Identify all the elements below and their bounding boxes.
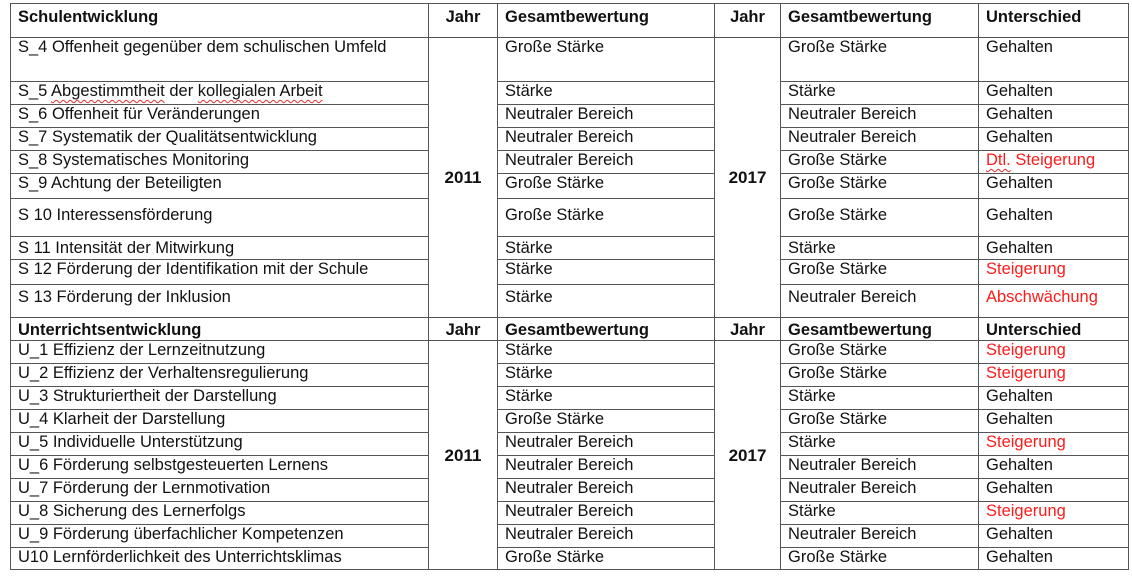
table-row	[11, 174, 1129, 199]
col-unterschied: Unterschied	[979, 318, 1129, 341]
schul-header-row	[11, 4, 1129, 38]
difference-cell: Steigerung	[979, 364, 1129, 387]
rating-2011-cell: Neutraler Bereich	[498, 479, 715, 502]
criterion-cell: S_6 Offenheit für Veränderungen	[11, 105, 429, 128]
criterion-cell: S_9 Achtung der Beteiligten	[11, 174, 429, 199]
rating-2017-cell: Große Stärke	[781, 38, 979, 82]
criterion-cell: U_8 Sicherung des Lernerfolgs	[11, 502, 429, 525]
table-row	[11, 502, 1129, 525]
rating-2011-cell: Stärke	[498, 285, 715, 318]
table-row	[11, 82, 1129, 105]
difference-cell: Gehalten	[979, 82, 1129, 105]
table-row	[11, 364, 1129, 387]
difference-rest: Steigerung	[1010, 151, 1096, 169]
difference-cell: Gehalten	[979, 128, 1129, 151]
table-row	[11, 128, 1129, 151]
rating-2011-cell: Neutraler Bereich	[498, 128, 715, 151]
rating-2017-cell: Große Stärke	[781, 548, 979, 570]
criterion-cell: S_7 Systematik der Qualitätsentwicklung	[11, 128, 429, 151]
difference-cell	[979, 151, 1129, 174]
table-row	[11, 387, 1129, 410]
col-unterschied: Unterschied	[979, 4, 1129, 38]
criterion-cell: S_8 Systematisches Monitoring	[11, 151, 429, 174]
table-row	[11, 199, 1129, 237]
rating-2017-cell: Neutraler Bereich	[781, 105, 979, 128]
rating-2011-cell: Neutraler Bereich	[498, 525, 715, 548]
table-row	[11, 456, 1129, 479]
rating-2011-cell: Große Stärke	[498, 548, 715, 570]
table-row	[11, 548, 1129, 570]
difference-cell: Abschwächung	[979, 285, 1129, 318]
difference-cell: Gehalten	[979, 387, 1129, 410]
criterion-prefix: S_5	[18, 82, 52, 100]
rating-2011-cell: Stärke	[498, 237, 715, 260]
table-row	[11, 341, 1129, 364]
rating-2017-cell: Große Stärke	[781, 341, 979, 364]
criterion-cell: U_6 Förderung selbstgesteuerten Lernens	[11, 456, 429, 479]
table-row	[11, 151, 1129, 174]
rating-2017-cell: Stärke	[781, 237, 979, 260]
rating-2011-cell: Neutraler Bereich	[498, 433, 715, 456]
year-2017-schul: 2017	[715, 38, 781, 318]
rating-2011-cell: Große Stärke	[498, 410, 715, 433]
criterion-cell: U_9 Förderung überfachlicher Kompetenzen	[11, 525, 429, 548]
criterion-cell: U_7 Förderung der Lernmotivation	[11, 479, 429, 502]
table-row	[11, 38, 1129, 82]
rating-2011-cell: Stärke	[498, 341, 715, 364]
rating-2017-cell: Neutraler Bereich	[781, 128, 979, 151]
criterion-cell: S 13 Förderung der Inklusion	[11, 285, 429, 318]
rating-2011-cell: Große Stärke	[498, 199, 715, 237]
spellcheck-word: Abgestimmtheit	[51, 82, 165, 100]
difference-cell: Gehalten	[979, 456, 1129, 479]
col-gesamtbewertung-1: Gesamtbewertung	[498, 318, 715, 341]
rating-2017-cell: Stärke	[781, 502, 979, 525]
difference-cell: Gehalten	[979, 199, 1129, 237]
rating-2017-cell: Stärke	[781, 387, 979, 410]
year-2011-unterricht: 2011	[429, 341, 498, 570]
rating-2017-cell: Große Stärke	[781, 260, 979, 285]
table-row	[11, 410, 1129, 433]
table-row	[11, 285, 1129, 318]
rating-2011-cell: Stärke	[498, 364, 715, 387]
rating-2011-cell: Große Stärke	[498, 38, 715, 82]
difference-cell: Gehalten	[979, 479, 1129, 502]
rating-2017-cell: Stärke	[781, 433, 979, 456]
difference-cell: Gehalten	[979, 237, 1129, 260]
rating-2017-cell: Große Stärke	[781, 364, 979, 387]
difference-cell: Gehalten	[979, 174, 1129, 199]
rating-2017-cell: Neutraler Bereich	[781, 456, 979, 479]
schul-section-title: Schulentwicklung	[11, 4, 429, 38]
spellcheck-word: kollegialen Arbeit	[197, 82, 323, 100]
table-row	[11, 237, 1129, 260]
rating-2017-cell: Große Stärke	[781, 151, 979, 174]
table-row	[11, 105, 1129, 128]
criterion-cell: S 10 Interessensförderung	[11, 199, 429, 237]
difference-cell: Steigerung	[979, 502, 1129, 525]
col-jahr-1: Jahr	[429, 4, 498, 38]
difference-cell: Gehalten	[979, 525, 1129, 548]
rating-2017-cell: Neutraler Bereich	[781, 479, 979, 502]
criterion-cell: S 11 Intensität der Mitwirkung	[11, 237, 429, 260]
rating-2011-cell: Neutraler Bereich	[498, 456, 715, 479]
year-2011-schul: 2011	[429, 38, 498, 318]
year-2017-unterricht: 2017	[715, 341, 781, 570]
rating-2017-cell: Große Stärke	[781, 174, 979, 199]
difference-cell: Gehalten	[979, 548, 1129, 570]
col-gesamtbewertung-1: Gesamtbewertung	[498, 4, 715, 38]
rating-2017-cell: Stärke	[781, 82, 979, 105]
rating-2011-cell: Stärke	[498, 387, 715, 410]
unterricht-header-row	[11, 318, 1129, 341]
difference-cell: Steigerung	[979, 341, 1129, 364]
criterion-cell: U_5 Individuelle Unterstützung	[11, 433, 429, 456]
col-gesamtbewertung-2: Gesamtbewertung	[781, 318, 979, 341]
criterion-cell	[11, 82, 429, 105]
rating-2011-cell: Neutraler Bereich	[498, 502, 715, 525]
rating-2011-cell: Neutraler Bereich	[498, 105, 715, 128]
spellcheck-word: Dtl.	[986, 151, 1011, 169]
difference-cell: Steigerung	[979, 433, 1129, 456]
evaluation-table	[10, 3, 1129, 570]
table-row	[11, 479, 1129, 502]
table-row	[11, 525, 1129, 548]
criterion-cell: U10 Lernförderlichkeit des Unterrichtsklimas	[11, 548, 429, 570]
rating-2011-cell: Stärke	[498, 82, 715, 105]
rating-2011-cell: Große Stärke	[498, 174, 715, 199]
table-row	[11, 260, 1129, 285]
rating-2017-cell: Neutraler Bereich	[781, 525, 979, 548]
col-jahr-2: Jahr	[715, 4, 781, 38]
col-jahr-1: Jahr	[429, 318, 498, 341]
criterion-cell: U_4 Klarheit der Darstellung	[11, 410, 429, 433]
difference-cell: Gehalten	[979, 38, 1129, 82]
criterion-cell: U_3 Strukturiertheit der Darstellung	[11, 387, 429, 410]
table-row	[11, 433, 1129, 456]
difference-cell: Gehalten	[979, 105, 1129, 128]
rating-2017-cell: Große Stärke	[781, 199, 979, 237]
col-jahr-2: Jahr	[715, 318, 781, 341]
rating-2017-cell: Neutraler Bereich	[781, 285, 979, 318]
rating-2017-cell: Große Stärke	[781, 410, 979, 433]
rating-2011-cell: Neutraler Bereich	[498, 151, 715, 174]
criterion-cell: U_1 Effizienz der Lernzeitnutzung	[11, 341, 429, 364]
criterion-middle: der	[164, 82, 198, 100]
criterion-cell: S_4 Offenheit gegenüber dem schulischen Umfeld	[11, 38, 429, 82]
difference-cell: Steigerung	[979, 260, 1129, 285]
criterion-cell: S 12 Förderung der Identifikation mit der Schule	[11, 260, 429, 285]
difference-cell: Gehalten	[979, 410, 1129, 433]
rating-2011-cell: Stärke	[498, 260, 715, 285]
unterricht-section-title: Unterrichtsentwicklung	[11, 318, 429, 341]
criterion-cell: U_2 Effizienz der Verhaltensregulierung	[11, 364, 429, 387]
col-gesamtbewertung-2: Gesamtbewertung	[781, 4, 979, 38]
